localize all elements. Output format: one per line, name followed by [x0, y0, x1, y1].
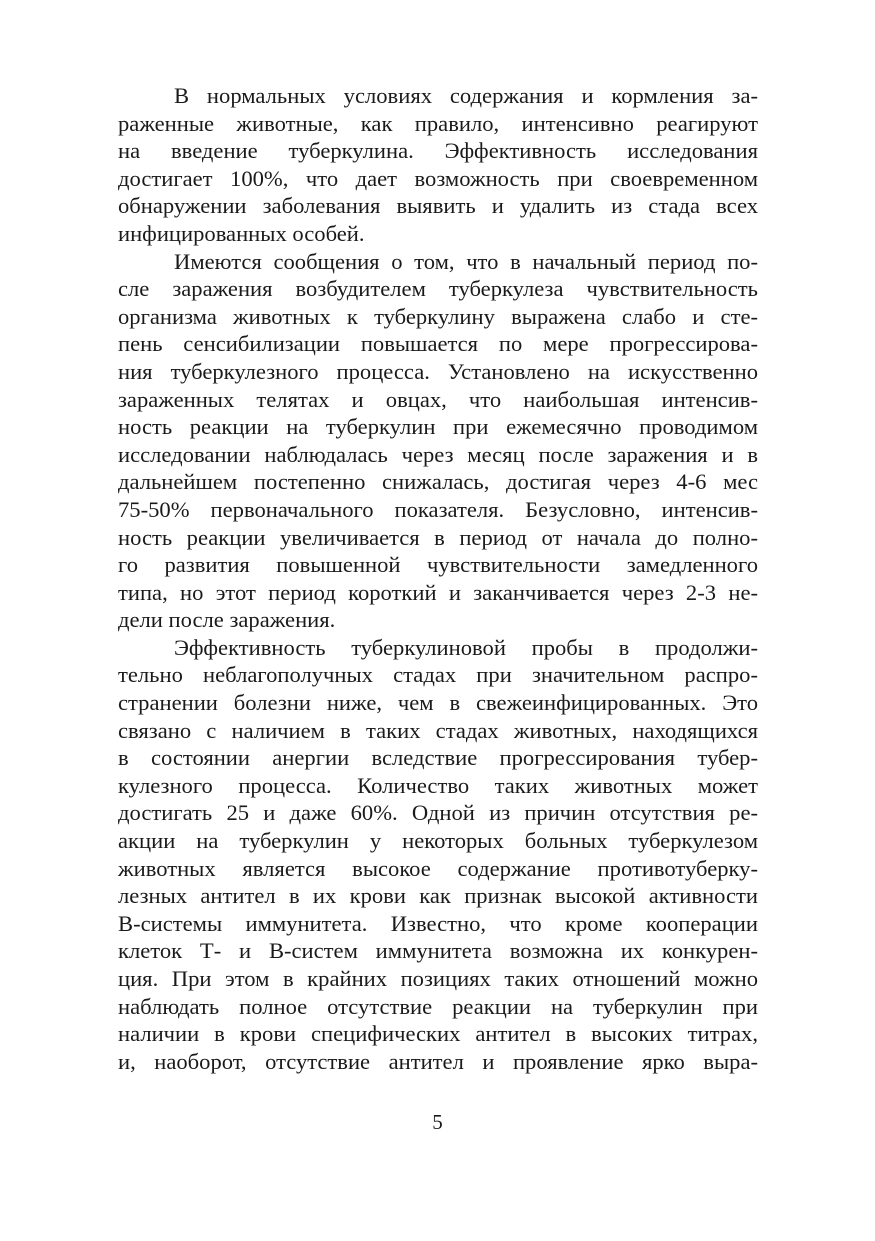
paragraph-3 [118, 634, 758, 1076]
text-line: на введение туберкулина. Эффективность исследования [118, 138, 758, 164]
text-line: наличии в крови специфических антител в высоких титрах, [118, 1021, 758, 1047]
text-line: достигать 25 и даже 60%. Одной из причин отсутствия ре- [118, 800, 758, 826]
paragraph-2 [118, 248, 758, 634]
page-number: 5 [432, 1110, 443, 1134]
text-line: исследовании наблюдалась через месяц после заражения и в [118, 441, 758, 467]
text-line: животных является высокое содержание противотуберку- [118, 855, 758, 881]
text-line: инфицированных особей. [118, 220, 365, 246]
text-line: клеток Т- и В-систем иммунитета возможна их конкурен- [118, 938, 758, 964]
text-line: достигает 100%, что дает возможность при своевременном [118, 165, 758, 191]
text-line: ция. При этом в крайних позициях таких отношений можно [118, 966, 758, 991]
text-line: типа, но этот период короткий и заканчивается через 2-3 не- [118, 579, 758, 605]
text-line: лезных антител в их крови как признак высокой активности [118, 883, 758, 909]
text-line: 75-50% первоначального показателя. Безусловно, интенсив- [118, 496, 758, 522]
text-line: кулезного процесса. Количество таких животных может [118, 772, 758, 798]
text-line: В нормальных условиях содержания и кормления за- [174, 83, 758, 108]
text-line: сле заражения возбудителем туберкулеза чувствительность [118, 276, 758, 302]
text-line: Эффективность туберкулиновой пробы в продолжи- [174, 634, 758, 660]
text-line: странении болезни ниже, чем в свежеинфицированных. Это [118, 690, 758, 716]
text-line: и, наоборот, отсутствие антител и проявление ярко выра- [118, 1048, 758, 1074]
text-line: связано с наличием в таких стадах животных, находящихся [118, 717, 758, 743]
document-body [118, 82, 758, 1075]
text-line: дели после заражения. [118, 607, 336, 633]
text-line: дальнейшем постепенно снижалась, достигая через 4-6 мес [118, 469, 758, 495]
text-line: го развития повышенной чувствительности замедленного [118, 552, 758, 578]
text-line: наблюдать полное отсутствие реакции на туберкулин при [118, 993, 758, 1019]
text-line: ния туберкулезного процесса. Установлено на искусственно [118, 358, 758, 384]
text-line: в состоянии анергии вследствие прогрессирования тубер- [118, 745, 758, 771]
text-line: акции на туберкулин у некоторых больных туберкулезом [118, 828, 758, 854]
text-line: тельно неблагополучных стадах при значительном распро- [118, 662, 758, 688]
text-line: организма животных к туберкулину выражена слабо и сте- [118, 303, 758, 329]
text-line: обнаружении заболевания выявить и удалить из стада всех [118, 193, 758, 219]
text-line: В-системы иммунитета. Известно, что кроме кооперации [118, 910, 758, 936]
text-line: зараженных телятах и овцах, что наибольшая интенсив- [118, 386, 758, 412]
text-line: ность реакции на туберкулин при ежемесячно проводимом [118, 414, 758, 440]
paragraph-1 [118, 82, 758, 248]
text-line: пень сенсибилизации повышается по мере прогрессирова- [118, 331, 758, 357]
text-line: ность реакции увеличивается в период от начала до полно- [118, 524, 758, 550]
text-line: раженные животные, как правило, интенсивно реагируют [118, 110, 758, 136]
text-line: Имеются сообщения о том, что в начальный период по- [174, 248, 758, 274]
